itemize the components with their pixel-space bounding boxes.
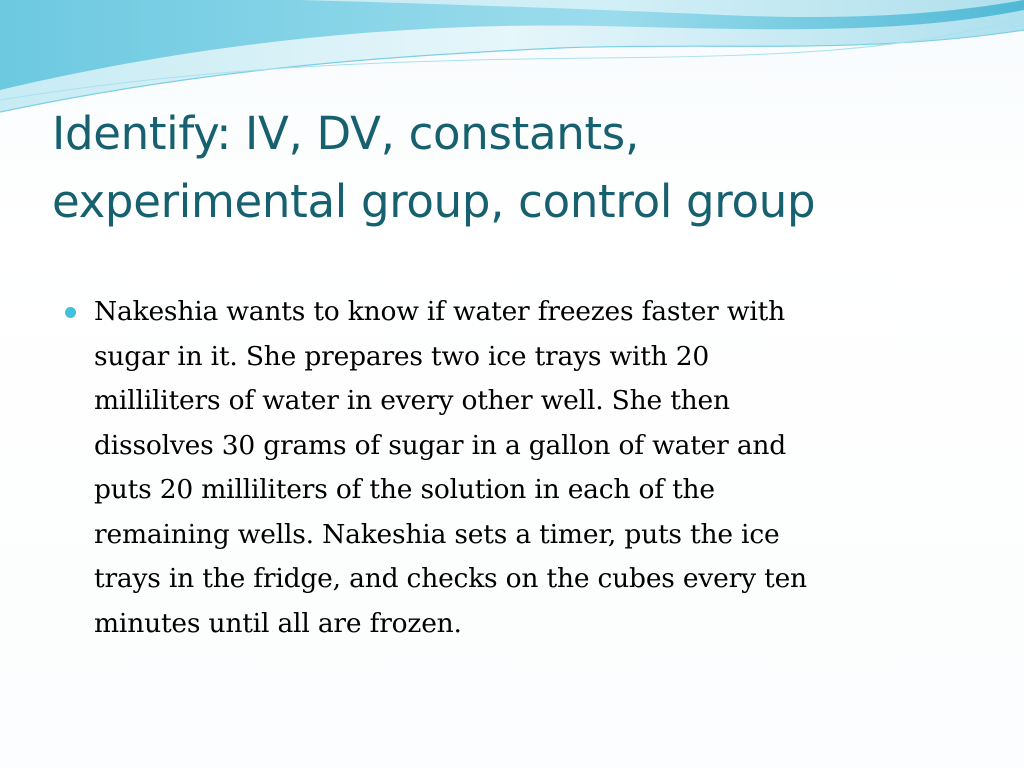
bullet-line: dissolves 30 grams of sugar in a gallon of water and [94,429,787,461]
bullet-line: milliliters of water in every other well. She then [94,385,730,416]
bullet-list [62,290,962,646]
bullet-item [62,290,962,646]
bullet-text [94,290,962,646]
slide-title [52,100,1002,236]
bullet-line: sugar in it. She prepares two ice trays with 20 [94,340,710,372]
bullet-line: puts 20 milliliters of the solution in each of the [94,474,715,505]
slide-title-line: Identify: IV, DV, constants, [52,107,639,160]
bullet-dot-icon [65,307,76,318]
bullet-line: Nakeshia wants to know if water freezes faster with [94,296,785,327]
bullet-line: trays in the fridge, and checks on the cubes every ten [94,563,807,594]
slide-title-line: experimental group, control group [52,175,816,228]
bullet-line: minutes until all are frozen. [94,607,462,639]
bullet-line: remaining wells. Nakeshia sets a timer, puts the ice [94,518,780,550]
